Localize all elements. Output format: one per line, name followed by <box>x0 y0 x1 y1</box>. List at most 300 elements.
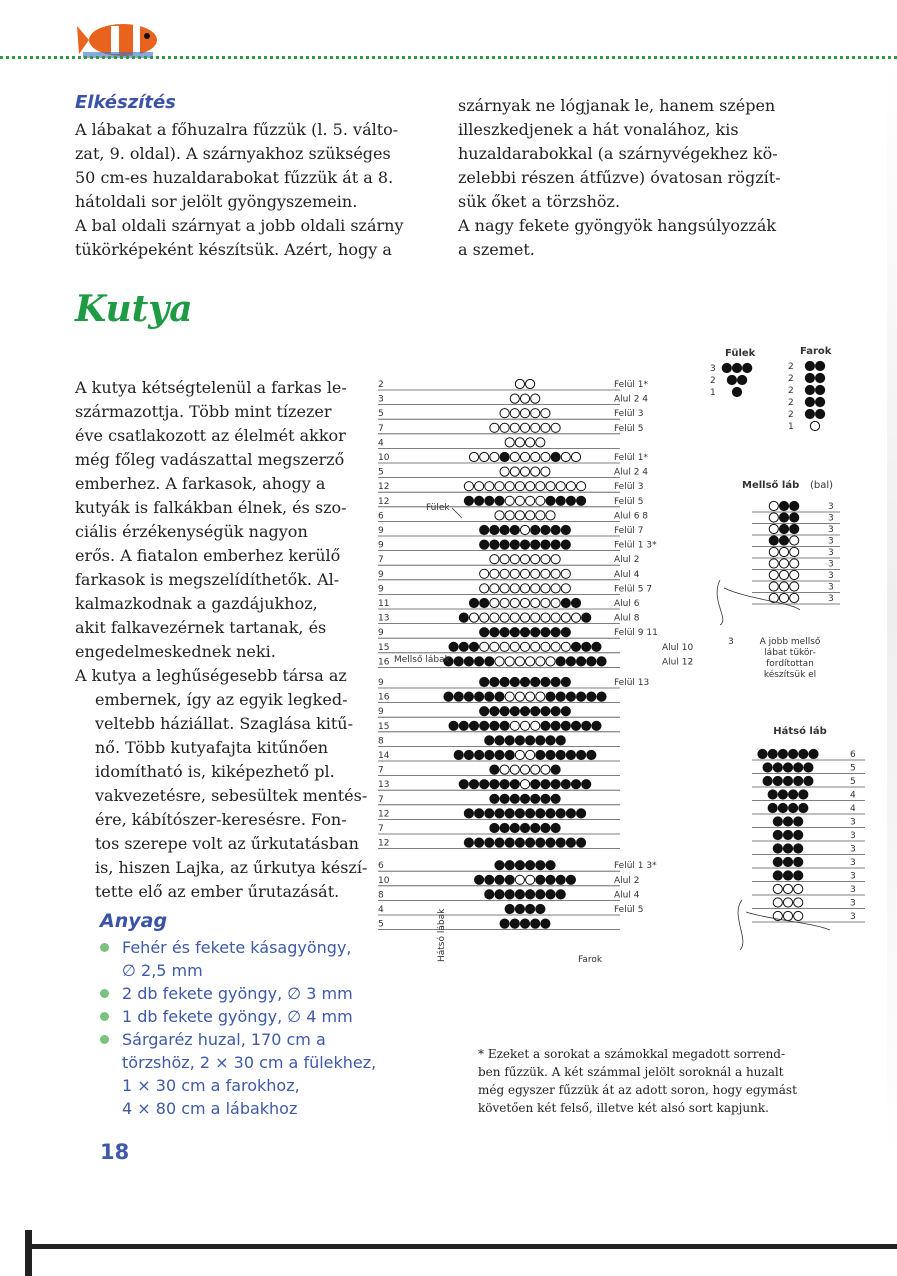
bead <box>531 794 540 803</box>
bead <box>790 536 799 545</box>
row-count: 3 <box>828 594 834 604</box>
bead <box>500 584 509 593</box>
row-note: Felül 5 <box>614 423 644 434</box>
bead <box>520 707 529 716</box>
bead <box>505 657 514 666</box>
bead <box>480 677 489 686</box>
bead <box>536 750 545 759</box>
bead <box>536 438 545 447</box>
mirror-note-line: A jobb mellső <box>759 637 821 647</box>
bead <box>541 721 550 730</box>
bead <box>561 780 570 789</box>
bead <box>592 721 601 730</box>
bead <box>783 763 792 772</box>
bead <box>551 823 560 832</box>
text-line: A lábakat a főhuzalra fűzzük (l. 5. válto- <box>75 120 399 139</box>
bead <box>769 536 778 545</box>
row-count: 12 <box>378 482 390 493</box>
row-note: Alul 10 <box>662 642 694 653</box>
bead <box>515 482 524 491</box>
bead <box>546 861 555 870</box>
bead <box>495 861 504 870</box>
bead <box>485 809 494 818</box>
row-count: 10 <box>378 453 390 463</box>
bead <box>490 569 499 578</box>
bead <box>526 875 535 884</box>
row-count: 5 <box>850 777 856 787</box>
bead <box>778 790 787 799</box>
row-note: Felül 3 <box>614 409 644 420</box>
bead <box>561 525 570 534</box>
bead <box>515 692 524 701</box>
bead <box>541 584 550 593</box>
row-count: 3 <box>850 831 856 841</box>
bead <box>510 765 519 774</box>
row-count: 9 <box>378 707 384 718</box>
bead <box>449 721 458 730</box>
text-line: * Ezeket a sorokat a számokkal megadott sorrend- <box>478 1047 786 1061</box>
bead <box>531 721 540 730</box>
bead <box>500 569 509 578</box>
bead <box>804 776 813 785</box>
row-note: Felül 13 <box>614 678 650 688</box>
bead <box>546 496 555 505</box>
bead <box>566 809 575 818</box>
bead <box>541 823 550 832</box>
row-count: 13 <box>378 780 390 791</box>
bead <box>480 628 489 637</box>
bead <box>510 584 519 593</box>
bead <box>464 692 473 701</box>
bead <box>490 540 499 549</box>
bead <box>546 890 555 899</box>
bead <box>809 749 818 758</box>
bead <box>531 765 540 774</box>
bead <box>536 511 545 520</box>
bead <box>551 677 560 686</box>
bead <box>490 823 499 832</box>
mirror-note-line: készítsük el <box>763 670 817 680</box>
bead <box>526 736 535 745</box>
bead <box>520 765 529 774</box>
bead <box>794 830 803 839</box>
bead <box>531 555 540 564</box>
row-count: 2 <box>788 386 794 396</box>
bead <box>510 467 519 476</box>
bead <box>520 823 529 832</box>
bead <box>454 657 463 666</box>
bead <box>510 707 519 716</box>
bead <box>769 501 778 510</box>
row-count: 5 <box>378 467 384 478</box>
bead <box>551 584 560 593</box>
bead <box>500 765 509 774</box>
bead <box>551 540 560 549</box>
bead <box>541 540 550 549</box>
row-count: 8 <box>378 890 384 901</box>
row-count: 7 <box>378 824 384 834</box>
bead <box>536 692 545 701</box>
bead <box>520 409 529 418</box>
bead <box>500 794 509 803</box>
bead <box>464 496 473 505</box>
bead <box>541 677 550 686</box>
bead <box>794 817 803 826</box>
left-rule <box>25 1230 32 1276</box>
text-line: a szemet. <box>458 240 535 259</box>
bead <box>485 482 494 491</box>
bead <box>790 559 799 568</box>
bead <box>536 838 545 847</box>
bead <box>505 838 514 847</box>
text-line: éve csatlakozott az élelmét akkor <box>75 426 346 445</box>
bead <box>541 525 550 534</box>
bead <box>515 511 524 520</box>
bead <box>515 875 524 884</box>
bead <box>469 613 478 622</box>
bead <box>490 628 499 637</box>
bead <box>790 524 799 533</box>
row-note: Felül 9 11 <box>614 628 658 639</box>
bead <box>510 677 519 686</box>
bead <box>577 809 586 818</box>
dotted-divider <box>0 56 897 63</box>
bead <box>515 890 524 899</box>
bead <box>520 794 529 803</box>
bead <box>505 809 514 818</box>
bead <box>546 809 555 818</box>
row-count: 3 <box>850 912 856 922</box>
bead <box>475 482 484 491</box>
bead <box>556 838 565 847</box>
bead <box>556 809 565 818</box>
row-note: Alul 4 <box>614 890 640 901</box>
text-line: farkasok is megszelídíthetők. Al- <box>75 570 340 589</box>
row-count: 3 <box>850 817 856 828</box>
bead <box>794 763 803 772</box>
bead <box>571 613 580 622</box>
bead <box>490 613 499 622</box>
text-line: ben fűzzük. A két számmal jelölt soroknál a huzalt <box>478 1065 784 1079</box>
bead <box>531 628 540 637</box>
bead <box>816 409 825 418</box>
bead <box>541 780 550 789</box>
bead <box>531 467 540 476</box>
row-note: Alul 2 <box>614 555 640 566</box>
bead <box>500 780 509 789</box>
bead <box>566 692 575 701</box>
material-line: 2 db fekete gyöngy, ∅ 3 mm <box>122 984 353 1003</box>
bead <box>454 750 463 759</box>
bead <box>531 919 540 928</box>
bead <box>783 857 792 866</box>
material-line: 1 × 30 cm a farokhoz, <box>122 1076 300 1095</box>
text-line: zelebbi részen átfűzve) óvatosan rögzít- <box>458 168 781 187</box>
bead <box>794 898 803 907</box>
bead <box>490 423 499 432</box>
row-count: 3 <box>378 394 384 405</box>
bead <box>551 555 560 564</box>
bead <box>566 838 575 847</box>
bead <box>773 830 782 839</box>
mellso-lab-sub: (bal) <box>810 480 834 491</box>
bead <box>790 593 799 602</box>
text-line: embernek, így az egyik legked- <box>95 690 348 709</box>
row-count: 15 <box>378 642 390 653</box>
bead <box>510 394 519 403</box>
bead <box>783 871 792 880</box>
row-note: Felül 1* <box>614 453 649 463</box>
bead <box>773 871 782 880</box>
bead <box>577 750 586 759</box>
bead <box>490 598 499 607</box>
row-count: 3 <box>828 582 834 593</box>
bead <box>561 628 570 637</box>
text-line: 50 cm-es huzaldarabokat fűzzük át a 8. <box>75 168 394 187</box>
bead <box>480 584 489 593</box>
row-count: 3 <box>710 364 716 374</box>
bead <box>500 467 509 476</box>
row-note: Alul 2 4 <box>614 467 649 478</box>
bead <box>769 524 778 533</box>
bead <box>485 875 494 884</box>
text-line: nő. Több kutyafajta kitűnően <box>95 738 329 757</box>
row-count: 14 <box>378 751 390 761</box>
text-line: kalmazkodnak a gazdájukhoz, <box>75 594 318 613</box>
bead <box>758 749 767 758</box>
bead <box>500 677 509 686</box>
bead <box>490 555 499 564</box>
material-line: Sárgaréz huzal, 170 cm a <box>122 1030 326 1049</box>
bead <box>546 692 555 701</box>
bead <box>541 707 550 716</box>
bead <box>531 423 540 432</box>
text-line: sük őket a törzshöz. <box>458 192 621 211</box>
bead <box>536 482 545 491</box>
section-heading-elkeszites: Elkészítés <box>75 92 176 113</box>
bead <box>520 721 529 730</box>
bead <box>526 904 535 913</box>
bead <box>789 749 798 758</box>
text-line: származottja. Több mint tízezer <box>75 402 332 421</box>
bead <box>794 884 803 893</box>
bead <box>505 511 514 520</box>
bead <box>531 569 540 578</box>
bead <box>763 776 772 785</box>
bead <box>515 904 524 913</box>
bead <box>444 692 453 701</box>
text-line: még egyszer fűzzük át az adott soron, hogy egymást <box>478 1083 797 1097</box>
bead <box>738 375 747 384</box>
bead <box>490 525 499 534</box>
bead <box>510 823 519 832</box>
bead <box>500 628 509 637</box>
bead <box>495 809 504 818</box>
row-count: 9 <box>378 569 384 580</box>
bead <box>541 794 550 803</box>
bead <box>505 736 514 745</box>
bead <box>469 598 478 607</box>
bead <box>773 898 782 907</box>
row-count: 12 <box>378 838 390 849</box>
bead <box>531 584 540 593</box>
row-note: Felül 1 3* <box>614 540 657 551</box>
bead <box>810 421 819 430</box>
bead <box>779 582 788 591</box>
bead <box>556 482 565 491</box>
bead <box>546 750 555 759</box>
bead <box>510 423 519 432</box>
bead <box>500 823 509 832</box>
bead <box>779 536 788 545</box>
bead <box>515 838 524 847</box>
bead <box>582 613 591 622</box>
bead <box>500 613 509 622</box>
intro-text <box>75 376 375 904</box>
material-line: 1 db fekete gyöngy, ∅ 4 mm <box>122 1007 353 1026</box>
text-line: ciális érzékenységük nagyon <box>75 522 308 541</box>
bead <box>449 642 458 651</box>
bead <box>515 750 524 759</box>
bead <box>587 657 596 666</box>
row-note: Felül 1* <box>614 380 649 390</box>
row-count: 9 <box>378 584 384 595</box>
bead <box>520 598 529 607</box>
bead <box>556 496 565 505</box>
bead <box>541 467 550 476</box>
bead <box>566 750 575 759</box>
bead <box>475 750 484 759</box>
bead <box>480 569 489 578</box>
bead <box>495 838 504 847</box>
bead <box>779 593 788 602</box>
row-count: 2 <box>788 362 794 372</box>
bead <box>769 559 778 568</box>
bead <box>571 452 580 461</box>
bead <box>779 547 788 556</box>
bead <box>520 394 529 403</box>
bead <box>763 763 772 772</box>
bead <box>505 692 514 701</box>
bead <box>561 707 570 716</box>
bead <box>805 385 814 394</box>
bead <box>480 598 489 607</box>
bead <box>520 677 529 686</box>
bead <box>794 857 803 866</box>
bead <box>515 809 524 818</box>
bead <box>464 809 473 818</box>
bead <box>526 692 535 701</box>
bead <box>566 657 575 666</box>
bead <box>768 749 777 758</box>
bead <box>571 721 580 730</box>
text-line: zat, 9. oldal). A szárnyakhoz szükséges <box>75 144 391 163</box>
bead <box>459 721 468 730</box>
bead <box>561 540 570 549</box>
bead <box>526 379 535 388</box>
bead <box>561 642 570 651</box>
bead <box>561 677 570 686</box>
row-count: 2 <box>788 398 794 408</box>
bottom-rule <box>30 1244 897 1249</box>
bead <box>490 765 499 774</box>
bead <box>536 890 545 899</box>
bead <box>475 692 484 701</box>
bead <box>520 642 529 651</box>
footnote <box>478 1045 818 1117</box>
row-count: 16 <box>378 657 390 668</box>
page-title: Kutya <box>75 288 193 330</box>
row-count: 16 <box>378 692 390 703</box>
bead <box>743 363 752 372</box>
bead <box>546 657 555 666</box>
bead <box>566 875 575 884</box>
bead <box>464 750 473 759</box>
bead <box>510 613 519 622</box>
bead <box>459 613 468 622</box>
bead <box>561 584 570 593</box>
bead <box>485 890 494 899</box>
row-count: 3 <box>850 898 856 909</box>
bead <box>526 861 535 870</box>
bead <box>520 423 529 432</box>
bead <box>485 736 494 745</box>
row-note: Felül 1 3* <box>614 861 657 872</box>
row-count: 4 <box>378 905 384 915</box>
bead <box>722 363 731 372</box>
bead <box>500 642 509 651</box>
bead <box>510 540 519 549</box>
row-note: Alul 4 <box>614 569 640 580</box>
bead <box>490 642 499 651</box>
bead <box>566 496 575 505</box>
row-count: 1 <box>710 388 716 398</box>
bead <box>495 875 504 884</box>
bead <box>515 657 524 666</box>
bead <box>789 803 798 812</box>
bead <box>773 844 782 853</box>
mirror-num: 3 <box>728 637 734 647</box>
bead <box>779 524 788 533</box>
bead <box>515 861 524 870</box>
row-count: 10 <box>378 875 390 886</box>
row-count: 5 <box>378 919 384 930</box>
bead <box>799 803 808 812</box>
bead <box>556 692 565 701</box>
bead <box>520 467 529 476</box>
row-count: 3 <box>850 871 856 882</box>
text-line: tükörképeként készítsük. Azért, hogy a <box>75 240 392 259</box>
bead <box>551 707 560 716</box>
bead <box>551 794 560 803</box>
bead <box>531 598 540 607</box>
bead <box>500 409 509 418</box>
row-note: Alul 6 <box>614 599 640 609</box>
bead <box>561 569 570 578</box>
bead <box>779 570 788 579</box>
row-note: Alul 2 <box>614 875 640 886</box>
text-line: hátoldali sor jelölt gyöngyszemein. <box>75 192 358 211</box>
bead <box>515 496 524 505</box>
bead <box>526 511 535 520</box>
bead <box>495 482 504 491</box>
bead <box>551 642 560 651</box>
bead <box>582 780 591 789</box>
elkeszites-text-right <box>458 94 808 262</box>
bead <box>536 904 545 913</box>
row-count: 2 <box>788 374 794 384</box>
bead <box>526 482 535 491</box>
